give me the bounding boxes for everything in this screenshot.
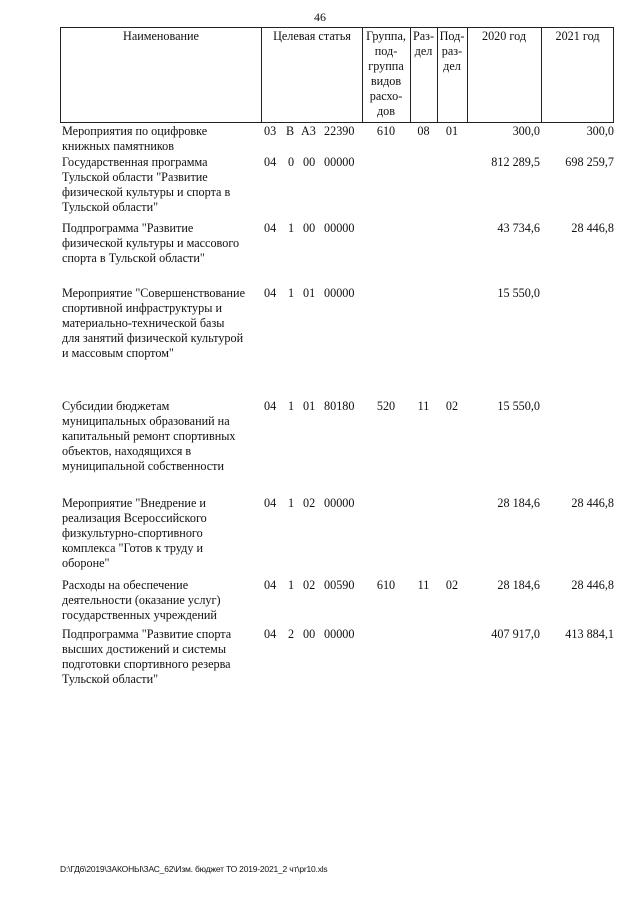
target-article-subprogram: 1	[288, 496, 295, 510]
table-row-name: Субсидии бюджетам муниципальных образований на капитальный ремонт спортивных объектов, находящихся в муниципальной собственности	[62, 399, 236, 473]
value-2020: 300,0	[512, 124, 540, 138]
table-row-name: Мероприятие "Внедрение и реализация Всероссийского физкультурно-спортивного комплекса "Готов к труду и обороне"	[62, 496, 207, 570]
target-article-direction: 00000	[324, 496, 355, 510]
target-article-event: 01	[303, 399, 316, 413]
header-group: Группа, под- группа видов расхо- дов	[366, 29, 406, 118]
target-article-event: А3	[301, 124, 316, 138]
target-article-subprogram: 2	[288, 627, 295, 641]
table-row-name: Государственная программа Тульской области "Развитие физической культуры и спорта в Тульской области"	[62, 155, 231, 214]
target-article-event: 02	[303, 578, 316, 592]
value-2020: 28 184,6	[497, 578, 540, 592]
target-article-subprogram: 0	[288, 155, 295, 169]
section-code: 11	[417, 399, 430, 413]
target-article-event: 00	[303, 627, 316, 641]
page-number: 46	[314, 10, 326, 24]
value-2021: 28 446,8	[571, 578, 614, 592]
target-article-subprogram: 1	[288, 399, 295, 413]
header-subsection: Под- раз- дел	[439, 29, 465, 73]
target-article-program: 04	[264, 399, 277, 413]
group-code: 610	[376, 578, 396, 592]
target-article-program: 03	[264, 124, 277, 138]
value-2020: 28 184,6	[497, 496, 540, 510]
table-row-name: Подпрограмма "Развитие физической культуры и массового спорта в Тульской области"	[62, 221, 240, 265]
target-article-program: 04	[264, 221, 277, 235]
file-path-footer: D:\ГД6\2019\ЗАКОНЫ\ЗАС_62\Изм. бюджет ТО 2019-2021_2 чт\pr10.xls	[60, 864, 328, 874]
section-code: 08	[417, 124, 430, 138]
header-name: Наименование	[123, 29, 199, 43]
header-target-article: Целевая статья	[273, 29, 351, 43]
group-code: 520	[376, 399, 396, 413]
value-2021: 28 446,8	[571, 221, 614, 235]
value-2021: 28 446,8	[571, 496, 614, 510]
target-article-subprogram: 1	[288, 286, 295, 300]
table-row-name: Мероприятия по оцифровке книжных памятников	[62, 124, 208, 153]
value-2020: 407 917,0	[491, 627, 540, 641]
target-article-direction: 00000	[324, 155, 355, 169]
value-2020: 15 550,0	[497, 399, 540, 413]
subsection-code: 01	[445, 124, 459, 138]
header-year-2020: 2020 год	[481, 29, 527, 43]
target-article-direction: 80180	[324, 399, 355, 413]
value-2020: 43 734,6	[497, 221, 540, 235]
target-article-event: 02	[303, 496, 316, 510]
table-row-name: Расходы на обеспечение деятельности (оказание услуг) государственных учреждений	[62, 578, 221, 622]
target-article-program: 04	[264, 286, 277, 300]
target-article-program: 04	[264, 496, 277, 510]
target-article-subprogram: В	[286, 124, 295, 138]
target-article-direction: 00590	[324, 578, 355, 592]
target-article-direction: 00000	[324, 627, 355, 641]
target-article-program: 04	[264, 627, 277, 641]
target-article-event: 00	[303, 155, 316, 169]
target-article-direction: 00000	[324, 286, 355, 300]
header-year-2021: 2021 год	[555, 29, 600, 43]
target-article-subprogram: 1	[288, 221, 295, 235]
header-section: Раз- дел	[412, 29, 435, 58]
target-article-subprogram: 1	[288, 578, 295, 592]
value-2021: 300,0	[586, 124, 614, 138]
table-row-name: Мероприятие "Совершенствование спортивной инфраструктуры и материально-технической базы для занятий физической культурой и массовым спортом"	[62, 286, 245, 360]
subsection-code: 02	[445, 578, 459, 592]
target-article-event: 00	[303, 221, 316, 235]
value-2020: 15 550,0	[497, 286, 540, 300]
group-code: 610	[376, 124, 396, 138]
value-2021: 698 259,7	[565, 155, 614, 169]
value-2020: 812 289,5	[491, 155, 540, 169]
target-article-program: 04	[264, 155, 277, 169]
value-2021: 413 884,1	[565, 627, 614, 641]
target-article-direction: 22390	[324, 124, 355, 138]
target-article-event: 01	[303, 286, 316, 300]
target-article-direction: 00000	[324, 221, 355, 235]
table-row-name: Подпрограмма "Развитие спорта высших достижений и системы подготовки спортивного резерва Тульской области"	[62, 627, 232, 686]
section-code: 11	[417, 578, 430, 592]
subsection-code: 02	[445, 399, 459, 413]
target-article-program: 04	[264, 578, 277, 592]
